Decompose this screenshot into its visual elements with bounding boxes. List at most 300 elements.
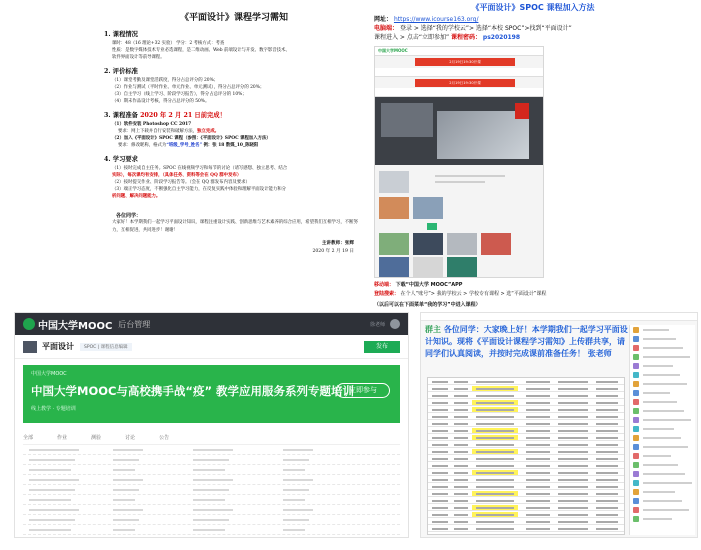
table-cell <box>432 402 448 404</box>
table-cell <box>476 381 514 383</box>
member-item[interactable] <box>630 424 695 433</box>
avatar <box>633 327 639 333</box>
table-cell <box>596 486 618 488</box>
mooc-logo[interactable]: 中国大学MOOC <box>38 320 113 332</box>
screenshot-top-bar <box>375 68 543 77</box>
member-name <box>643 464 678 466</box>
table-cell <box>432 381 448 383</box>
table-cell <box>454 409 468 411</box>
qq-title-bar <box>421 313 697 321</box>
table-cell <box>476 528 514 530</box>
login-steps: 在个人“账号”> 我的学校云 > 学校专有课程 > 选“平面设计”课程 <box>400 291 547 297</box>
table-cell <box>596 430 618 432</box>
table-cell <box>476 479 514 481</box>
table-cell <box>432 493 448 495</box>
table-cell <box>526 381 550 383</box>
prep-requirement <box>104 142 364 149</box>
member-item[interactable] <box>630 361 695 370</box>
list-cell <box>113 509 143 511</box>
table-cell <box>526 528 550 530</box>
list-cell <box>113 479 143 481</box>
table-cell <box>432 500 448 502</box>
site-line <box>374 15 692 24</box>
list-cell <box>113 519 139 521</box>
course-notice-document <box>104 6 364 306</box>
table-cell <box>476 472 514 474</box>
table-cell <box>558 472 588 474</box>
member-item[interactable] <box>630 487 695 496</box>
member-name <box>643 491 675 493</box>
tab-all[interactable]: 全部 <box>23 435 34 441</box>
list-cell <box>29 479 79 481</box>
table-cell <box>526 458 550 460</box>
user-name[interactable]: 徐老师 <box>369 321 385 328</box>
pc-steps-2: 课程进入 > 点击“立即参加” <box>374 34 450 41</box>
list-cell <box>29 519 75 521</box>
mobile-label: 移动端： <box>374 282 395 288</box>
grading-item: （3）自主学习（线上学习、阶段学习报告），得分占总评分的 10%； <box>112 92 247 97</box>
admin-label: 后台管理 <box>118 319 151 329</box>
avatar <box>633 399 639 405</box>
avatar[interactable] <box>390 319 400 329</box>
table-cell <box>596 458 618 460</box>
member-item[interactable] <box>630 415 695 424</box>
prep-item: （1）软件安装 Photoshop CC 2017 <box>112 122 192 127</box>
member-item[interactable] <box>630 433 695 442</box>
table-cell <box>432 507 448 509</box>
avatar <box>633 471 639 477</box>
table-cell <box>526 521 550 523</box>
table-cell <box>526 423 550 425</box>
table-cell <box>476 500 514 502</box>
table-row <box>428 448 624 455</box>
table-cell <box>432 472 448 474</box>
member-name <box>643 428 674 430</box>
list-cell <box>29 469 71 471</box>
mooc-admin-page <box>14 312 409 538</box>
member-name <box>643 482 692 484</box>
list-item[interactable] <box>23 475 400 485</box>
list-item[interactable] <box>23 495 400 505</box>
list-cell <box>113 449 143 451</box>
table-cell <box>476 493 514 495</box>
course-thumbnail <box>379 197 409 219</box>
site-link[interactable]: https://www.icourse163.org/ <box>393 16 479 23</box>
document-date: 2020 年 2 月 19 日 <box>312 249 354 254</box>
later-entry-note: （以后可以在下面菜单“我的学习”中进入课程） <box>374 302 481 308</box>
avatar <box>633 489 639 495</box>
table-cell <box>432 409 448 411</box>
prep-requirement-highlight: 独立完成。 <box>197 129 220 134</box>
table-cell <box>526 430 550 432</box>
table-cell <box>596 521 618 523</box>
list-cell <box>113 469 135 471</box>
course-thumbnail <box>379 233 409 255</box>
tab-announcement[interactable]: 公告 <box>159 435 170 441</box>
avatar <box>633 372 639 378</box>
list-item[interactable] <box>23 505 400 515</box>
member-item[interactable] <box>630 514 695 523</box>
table-cell <box>432 458 448 460</box>
table-cell <box>432 444 448 446</box>
text-line <box>435 175 505 177</box>
login-label: 登陆搜索： <box>374 291 400 297</box>
table-cell <box>454 507 468 509</box>
table-cell <box>454 388 468 390</box>
avatar <box>633 390 639 396</box>
list-cell <box>193 479 233 481</box>
table-cell <box>596 437 618 439</box>
table-cell <box>454 451 468 453</box>
member-name <box>643 419 691 421</box>
course-nature-line-2: 软件界面设计等前导课程。 <box>112 55 165 60</box>
table-cell <box>432 388 448 390</box>
table-cell <box>558 500 588 502</box>
join-button <box>427 223 437 230</box>
table-cell <box>596 388 618 390</box>
table-cell <box>596 479 618 481</box>
avatar <box>633 408 639 414</box>
table-cell <box>526 409 550 411</box>
table-cell <box>432 423 448 425</box>
announcement-text: 各位同学：大家晚上好！本学期我们一起学习平面设计知识。现将《平面设计课程学习需知》上传群共享，请同学们认真阅读，并按时完成课前准备任务！ <box>425 325 628 358</box>
member-item[interactable] <box>630 334 695 343</box>
list-cell <box>193 519 229 521</box>
member-name <box>643 401 677 403</box>
closing-paragraph: 大家好！本学期我们一起学习平面设计知识，课程注重设计实践、创新思维与艺术素养的综合应用，希望我们互相学习，不断努力，互相促进，共同进步！谢谢！ <box>112 220 358 233</box>
filter-tabs <box>23 431 400 445</box>
banner-subtitle: 线上教学 · 专题培训 <box>31 406 76 412</box>
table-row <box>428 378 624 385</box>
section-heading: 4. 学习要求 <box>104 156 138 163</box>
table-cell <box>476 388 514 390</box>
avatar <box>633 363 639 369</box>
table-cell <box>454 521 468 523</box>
table-cell <box>526 437 550 439</box>
text-line <box>435 181 485 183</box>
greeting: 各位同学： <box>116 213 142 219</box>
list-cell <box>193 529 225 531</box>
list-cell <box>193 449 233 451</box>
list-cell <box>193 469 225 471</box>
list-cell <box>29 499 71 501</box>
member-name <box>643 383 687 385</box>
tab-homework[interactable]: 作业 <box>57 435 68 441</box>
requirement-item: 实际），每次课均有安排，（具体任务、资料等会在 QQ 群中发布） <box>112 173 242 178</box>
member-name <box>643 392 670 394</box>
table-cell <box>454 465 468 467</box>
list-cell <box>283 499 305 501</box>
list-cell <box>283 449 313 451</box>
table-cell <box>432 479 448 481</box>
prep-requirement <box>104 128 364 135</box>
member-item[interactable] <box>630 460 695 469</box>
table-cell <box>476 444 514 446</box>
screenshot-banner: 2月19日19:30开课 <box>415 58 515 66</box>
table-cell <box>596 444 618 446</box>
member-item[interactable] <box>630 442 695 451</box>
table-cell <box>596 500 618 502</box>
table-cell <box>596 465 618 467</box>
list-item[interactable] <box>23 485 400 495</box>
table-cell <box>596 416 618 418</box>
table-cell <box>476 507 514 509</box>
avatar <box>633 480 639 486</box>
member-item[interactable] <box>630 469 695 478</box>
teacher-signature: 主讲教师：张辉 <box>321 241 354 246</box>
member-item[interactable] <box>630 343 695 352</box>
avatar <box>633 498 639 504</box>
table-cell <box>454 416 468 418</box>
avatar <box>633 381 639 387</box>
table-cell <box>432 451 448 453</box>
table-row <box>428 462 624 469</box>
school-badge-icon <box>515 103 529 119</box>
table-cell <box>476 451 514 453</box>
table-cell <box>526 486 550 488</box>
mobile-line <box>374 281 692 290</box>
table-cell <box>476 430 514 432</box>
banner-title: 中国大学MOOC与高校携手战“疫” 教学应用服务系列专题培训 <box>31 384 355 398</box>
member-item[interactable] <box>630 478 695 487</box>
member-name <box>643 455 671 457</box>
table-row <box>428 497 624 504</box>
member-name <box>643 329 669 331</box>
table-cell <box>526 444 550 446</box>
screenshot-top-bar <box>375 47 543 56</box>
list-cell <box>283 519 309 521</box>
group-member-list <box>629 325 695 535</box>
table-cell <box>476 521 514 523</box>
screenshot-logo: 中国大学MOOC <box>378 48 408 53</box>
course-thumbnail <box>413 197 443 219</box>
table-cell <box>526 493 550 495</box>
avatar <box>633 453 639 459</box>
screenshot-card <box>381 103 433 137</box>
mooc-header <box>15 313 408 335</box>
tab-discussion[interactable]: 讨论 <box>125 435 136 441</box>
table-cell <box>596 451 618 453</box>
table-row <box>428 483 624 490</box>
table-cell <box>476 423 514 425</box>
table-row <box>428 504 624 511</box>
table-cell <box>454 395 468 397</box>
course-hours-line: 课时：48（16 理论+32 实验） 学分：2 考核方式：考查 <box>112 41 225 46</box>
list-cell <box>29 489 75 491</box>
table-cell <box>476 465 514 467</box>
member-name <box>643 338 676 340</box>
table-cell <box>558 528 588 530</box>
table-cell <box>558 430 588 432</box>
prep-requirement-text: 要求：网上下载并自行安装和破解方法， <box>118 129 198 134</box>
requirement-item: （1）按时完成自主任务。SPOC 在线视频学习和每节的讨论（请写感想、独立思考、结合 <box>112 166 288 171</box>
table-cell <box>454 402 468 404</box>
table-cell <box>454 500 468 502</box>
list-item[interactable] <box>23 445 400 455</box>
avatar <box>633 417 639 423</box>
member-item[interactable] <box>630 397 695 406</box>
list-cell <box>113 489 139 491</box>
table-cell <box>432 486 448 488</box>
list-cell <box>283 459 309 461</box>
table-cell <box>558 381 588 383</box>
member-name <box>643 374 680 376</box>
list-item[interactable] <box>23 525 400 535</box>
table-cell <box>596 493 618 495</box>
document-title: 《平面设计》课程学习需知 <box>179 13 288 23</box>
course-thumbnail <box>379 257 409 278</box>
pc-steps: 登录 > 选择“我的学校云”> 选择“本校 SPOC”>找到“平面设计” <box>399 25 572 32</box>
table-cell <box>526 479 550 481</box>
guide-title: 《平面设计》SPOC 课程加入方法 <box>471 3 595 12</box>
table-cell <box>558 514 588 516</box>
prep-item: （2）加入《平面设计》SPOC 课程（参照：《平面设计》SPOC 课程加入方法） <box>112 136 271 141</box>
course-thumbnail <box>481 233 511 255</box>
avatar <box>633 444 639 450</box>
promo-banner[interactable] <box>23 365 400 423</box>
list-cell <box>193 499 225 501</box>
table-cell <box>432 430 448 432</box>
table-cell <box>596 514 618 516</box>
table-row <box>428 490 624 497</box>
table-cell <box>476 458 514 460</box>
table-cell <box>454 528 468 530</box>
table-cell <box>596 395 618 397</box>
mooc-site-screenshot <box>374 46 544 278</box>
screenshot-nav <box>375 88 543 97</box>
list-cell <box>283 489 309 491</box>
table-cell <box>558 451 588 453</box>
list-item[interactable] <box>23 455 400 465</box>
table-cell <box>526 416 550 418</box>
table-row <box>428 469 624 476</box>
table-cell <box>596 381 618 383</box>
table-cell <box>526 507 550 509</box>
join-now-button[interactable]: 立即参与 <box>336 383 390 398</box>
table-cell <box>558 423 588 425</box>
mooc-logo-icon <box>23 318 35 330</box>
member-item[interactable] <box>630 451 695 460</box>
course-nature-line: 性质：是数字媒体技术专业必选课程，是二维动画、Web 前端设计与开发、数字影音技术、 <box>112 48 290 53</box>
table-cell <box>526 472 550 474</box>
member-name <box>643 410 684 412</box>
table-cell <box>558 444 588 446</box>
table-row <box>428 420 624 427</box>
table-cell <box>558 507 588 509</box>
table-cell <box>526 388 550 390</box>
course-thumbnail <box>379 171 409 193</box>
list-item[interactable] <box>23 465 400 475</box>
sender-tag: 群主 <box>425 325 441 334</box>
avatar <box>633 345 639 351</box>
tab-quiz[interactable]: 测验 <box>91 435 102 441</box>
table-cell <box>558 486 588 488</box>
list-cell <box>283 509 313 511</box>
table-cell <box>596 528 618 530</box>
list-cell <box>29 509 79 511</box>
deadline-text: 2020 年 2 月 21 日前完成！ <box>140 112 226 119</box>
member-item[interactable] <box>630 496 695 505</box>
table-cell <box>558 465 588 467</box>
list-cell <box>29 529 71 531</box>
member-item[interactable] <box>630 352 695 361</box>
course-code: ps2020198 <box>482 34 521 41</box>
course-thumbnail <box>447 257 477 278</box>
list-cell <box>193 459 229 461</box>
table-cell <box>476 409 514 411</box>
course-header <box>15 335 408 359</box>
table-row <box>428 434 624 441</box>
avatar <box>633 435 639 441</box>
announcement-sign: 张老师 <box>587 349 612 358</box>
table-cell <box>526 514 550 516</box>
table-cell <box>454 493 468 495</box>
table-cell <box>454 514 468 516</box>
table-cell <box>432 528 448 530</box>
table-cell <box>526 395 550 397</box>
table-cell <box>558 521 588 523</box>
table-row <box>428 518 624 525</box>
nickname-format: “班级_学号_姓名” <box>166 143 203 148</box>
member-name <box>643 509 689 511</box>
member-item[interactable] <box>630 325 695 334</box>
member-item[interactable] <box>630 388 695 397</box>
requirement-item: 析问题、解决问题能力。 <box>112 194 161 199</box>
grading-item: （1）课堂考勤及课堂活跃度，得分占总评分的 20%； <box>112 78 219 83</box>
table-cell <box>476 486 514 488</box>
table-row <box>428 511 624 518</box>
avatar <box>633 336 639 342</box>
table-cell <box>558 395 588 397</box>
list-cell <box>283 479 313 481</box>
course-thumbnail <box>447 233 477 255</box>
table-cell <box>454 458 468 460</box>
table-cell <box>596 507 618 509</box>
table-row <box>428 413 624 420</box>
avatar <box>633 354 639 360</box>
table-cell <box>454 423 468 425</box>
table-cell <box>558 458 588 460</box>
grading-item: （2）作业与测试（平时作业、单元作业、单元测试），得分占总评分的 20%； <box>112 85 265 90</box>
requirement-item: （3）端正学习态度，不断强化自主学习能力，在反复实践中体验和理解平面设计能力和分 <box>112 187 287 192</box>
table-cell <box>432 437 448 439</box>
table-cell <box>596 402 618 404</box>
member-name <box>643 437 681 439</box>
member-name <box>643 365 673 367</box>
mobile-text: 下载“中国大学 MOOC”APP <box>395 282 463 288</box>
member-item[interactable] <box>630 370 695 379</box>
publish-button[interactable]: 发布 <box>364 341 400 353</box>
spoc-join-guide <box>374 2 692 308</box>
list-cell <box>113 499 135 501</box>
table-row <box>428 476 624 483</box>
member-item[interactable] <box>630 406 695 415</box>
list-cell <box>113 529 135 531</box>
list-item[interactable] <box>23 515 400 525</box>
member-item[interactable] <box>630 505 695 514</box>
list-cell <box>29 459 75 461</box>
table-cell <box>454 444 468 446</box>
table-cell <box>476 395 514 397</box>
course-breadcrumb[interactable]: SPOC | 课程信息编辑 <box>80 343 132 351</box>
requirement-item: （2）按时提交作业、阶段学习报告等。（会在 QQ 群发布内容及要求） <box>112 180 250 185</box>
section-heading <box>104 110 364 119</box>
table-cell <box>558 388 588 390</box>
section-heading: 2. 评价标准 <box>104 68 138 75</box>
member-item[interactable] <box>630 379 695 388</box>
table-cell <box>432 416 448 418</box>
section-heading: 1. 课程情况 <box>104 31 138 38</box>
